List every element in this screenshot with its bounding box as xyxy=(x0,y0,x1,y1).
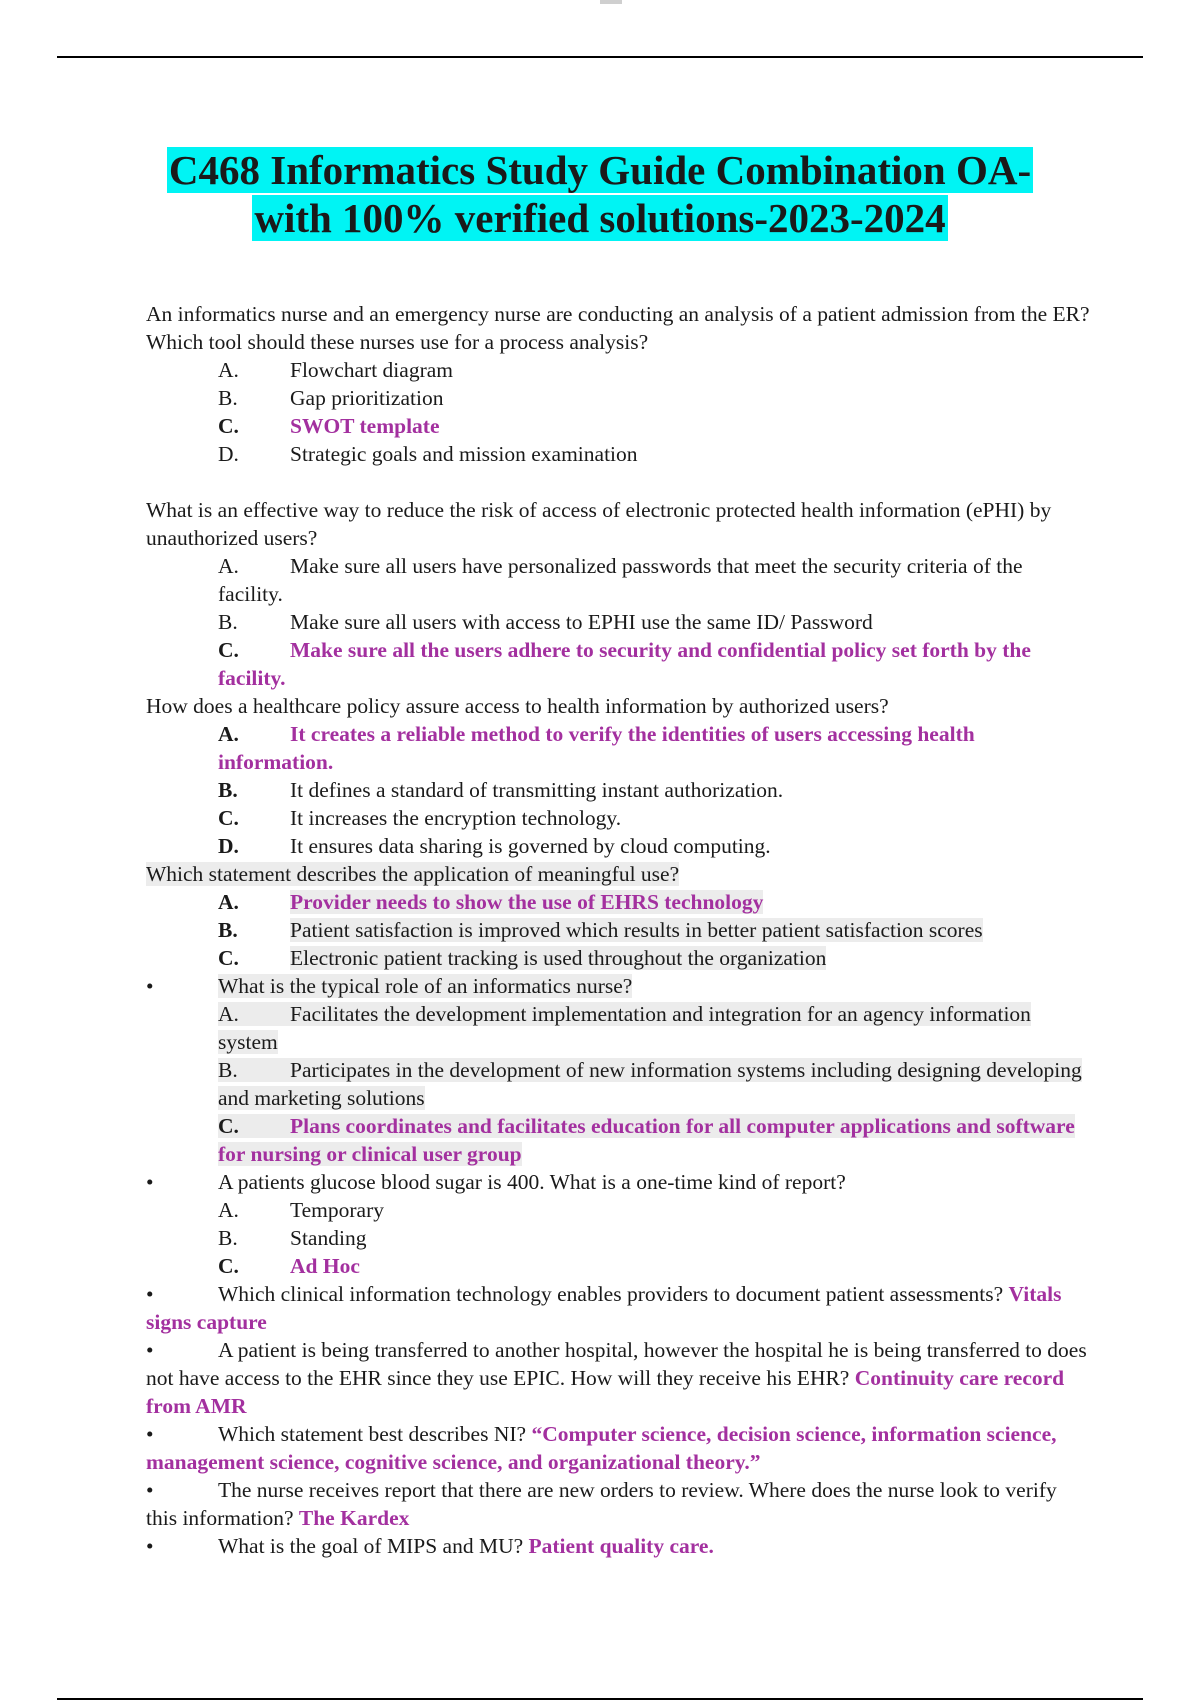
q3-option-a-answer: A. It creates a reliable method to verify the identities of users accessing health information. xyxy=(218,722,975,774)
title-line-1: C468 Informatics Study Guide Combination OA- xyxy=(168,147,1032,193)
question-4: Which statement describes the application of meaningful use? xyxy=(146,862,680,886)
q2-option-a: A. Make sure all users have personalized passwords that meet the security criteria of the facility. xyxy=(218,554,1023,606)
title-line-2: with 100% verified solutions-2023-2024 xyxy=(254,195,946,241)
q4-option-c: C. Electronic patient tracking is used throughout the organization xyxy=(218,946,827,970)
question-6: • A patients glucose blood sugar is 400. What is a one-time kind of report? xyxy=(218,1170,846,1194)
q3-option-b: B. It defines a standard of transmitting instant authorization. xyxy=(218,778,784,802)
q1-option-c-answer: C. SWOT template xyxy=(218,414,440,438)
q6-option-b: B. Standing xyxy=(218,1226,367,1250)
q5-option-b: B. Participates in the development of new information systems including designing developing and marketing solutions xyxy=(218,1058,1082,1110)
q3-option-d: D. It ensures data sharing is governed by cloud computing. xyxy=(218,834,771,858)
question-1: An informatics nurse and an emergency nurse are conducting an analysis of a patient admission from the ER? Which tool should these nurses use for a process analysis? xyxy=(146,302,1090,354)
question-7: • Which clinical information technology enables providers to document patient assessments? Vitals signs capture xyxy=(146,1280,1091,1336)
question-6-bullet xyxy=(146,1168,1091,1196)
q6-option-a: A. Temporary xyxy=(218,1198,385,1222)
question-2: What is an effective way to reduce the risk of access of electronic protected health information (ePHI) by unauthorized users? xyxy=(146,498,1052,550)
q5-option-a: A. Facilitates the development implementation and integration for an agency information system xyxy=(218,1002,1031,1054)
q8-answer: Continuity care record from AMR xyxy=(146,1366,1065,1418)
question-9: • Which statement best describes NI? “Computer science, decision science, information science, management science, cognitive science, and organizational theory.” xyxy=(146,1420,1091,1476)
q1-option-d: D. Strategic goals and mission examination xyxy=(218,442,638,466)
question-3: How does a healthcare policy assure access to health information by authorized users? xyxy=(146,694,889,718)
q1-option-b: B. Gap prioritization xyxy=(218,386,444,410)
q7-answer: Vitals signs capture xyxy=(146,1282,1062,1334)
q9-answer: “Computer science, decision science, information science, management science, cognitive science, and organizational theory.” xyxy=(146,1422,1057,1474)
q1-option-a: A. Flowchart diagram xyxy=(218,358,453,382)
question-5-bullet xyxy=(146,972,1091,1000)
q2-option-c-answer: C. Make sure all the users adhere to security and confidential policy set forth by the facility. xyxy=(218,638,1031,690)
q4-option-a-answer: A. Provider needs to show the use of EHRS technology xyxy=(218,890,764,914)
document-title xyxy=(0,146,1200,242)
q4-option-b: B. Patient satisfaction is improved which results in better patient satisfaction scores xyxy=(218,918,983,942)
q3-option-c: C. It increases the encryption technology. xyxy=(218,806,622,830)
question-5: What is the typical role of an informatics nurse? xyxy=(218,974,633,998)
question-10: • The nurse receives report that there are new orders to review. Where does the nurse look to verify this information? The Kardex xyxy=(146,1476,1091,1532)
q11-answer: Patient quality care. xyxy=(528,1534,714,1558)
header-rule xyxy=(57,56,1143,58)
page-top-mark xyxy=(600,0,622,4)
question-11: • What is the goal of MIPS and MU? Patient quality care. xyxy=(146,1532,1091,1560)
q6-option-c-answer: C. Ad Hoc xyxy=(218,1254,360,1278)
q2-option-b: B. Make sure all users with access to EPHI use the same ID/ Password xyxy=(218,610,873,634)
q5-option-c-answer: C. Plans coordinates and facilitates education for all computer applications and software for nursing or clinical user group xyxy=(218,1114,1075,1166)
document-body xyxy=(146,300,1091,1560)
question-8: • A patient is being transferred to another hospital, however the hospital he is being transferred to does not have access to the EHR since they use EPIC. How will they receive his EHR? Continuity care record from AMR xyxy=(146,1336,1091,1420)
q10-answer: The Kardex xyxy=(298,1506,410,1530)
